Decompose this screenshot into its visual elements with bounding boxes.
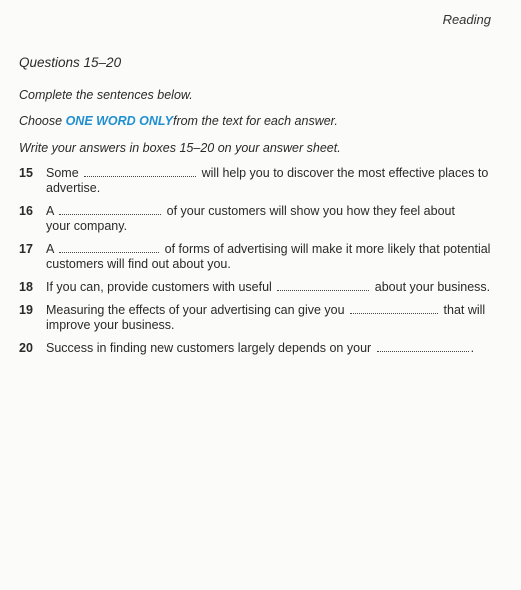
questions-title: Questions 15–20 xyxy=(19,55,122,70)
question-item-18 xyxy=(19,280,499,295)
answer-blank[interactable] xyxy=(84,166,196,177)
question-text-after: will help you to discover the most effective places to xyxy=(201,166,489,180)
question-text-after: . xyxy=(470,341,475,355)
question-text-before: Success in finding new customers largely depends on your xyxy=(46,341,372,355)
question-text-after: of your customers will show you how they feel about xyxy=(166,204,455,218)
question-item-16 xyxy=(19,204,499,234)
instruction-choose-suffix: from the text for each answer. xyxy=(172,114,338,128)
question-text-before: A xyxy=(46,242,54,256)
instruction-write: Write your answers in boxes 15–20 on your answer sheet. xyxy=(19,141,341,155)
instruction-choose xyxy=(19,114,338,128)
instruction-complete: Complete the sentences below. xyxy=(19,88,193,102)
section-header: Reading xyxy=(442,12,491,27)
question-text-line2: improve your business. xyxy=(46,318,175,332)
question-text-line2: advertise. xyxy=(46,181,101,195)
question-item-15 xyxy=(19,166,499,196)
question-text-after: that will xyxy=(443,303,486,317)
question-number: 16 xyxy=(19,204,33,218)
question-number: 17 xyxy=(19,242,33,256)
question-number: 19 xyxy=(19,303,33,317)
question-number: 15 xyxy=(19,166,33,180)
question-item-17 xyxy=(19,242,499,272)
question-text-before: Some xyxy=(46,166,79,180)
word-limit-emphasis: ONE WORD ONLY xyxy=(65,114,173,128)
question-item-20 xyxy=(19,341,499,356)
question-item-19 xyxy=(19,303,499,333)
question-text-line2: your company. xyxy=(46,219,128,233)
question-text-after: about your business. xyxy=(374,280,491,294)
question-text-before: Measuring the effects of your advertising can give you xyxy=(46,303,345,317)
question-text-after: of forms of advertising will make it more likely that potential xyxy=(164,242,491,256)
answer-blank[interactable] xyxy=(59,204,161,215)
question-text-before: If you can, provide customers with useful xyxy=(46,280,272,294)
instruction-choose-prefix: Choose xyxy=(19,114,66,128)
question-text-before: A xyxy=(46,204,54,218)
answer-blank[interactable] xyxy=(377,341,469,352)
question-text-line2: customers will find out about you. xyxy=(46,257,231,271)
question-number: 18 xyxy=(19,280,33,294)
answer-blank[interactable] xyxy=(277,280,369,291)
question-number: 20 xyxy=(19,341,33,355)
answer-blank[interactable] xyxy=(59,242,159,253)
answer-blank[interactable] xyxy=(350,303,438,314)
question-list xyxy=(19,166,499,355)
